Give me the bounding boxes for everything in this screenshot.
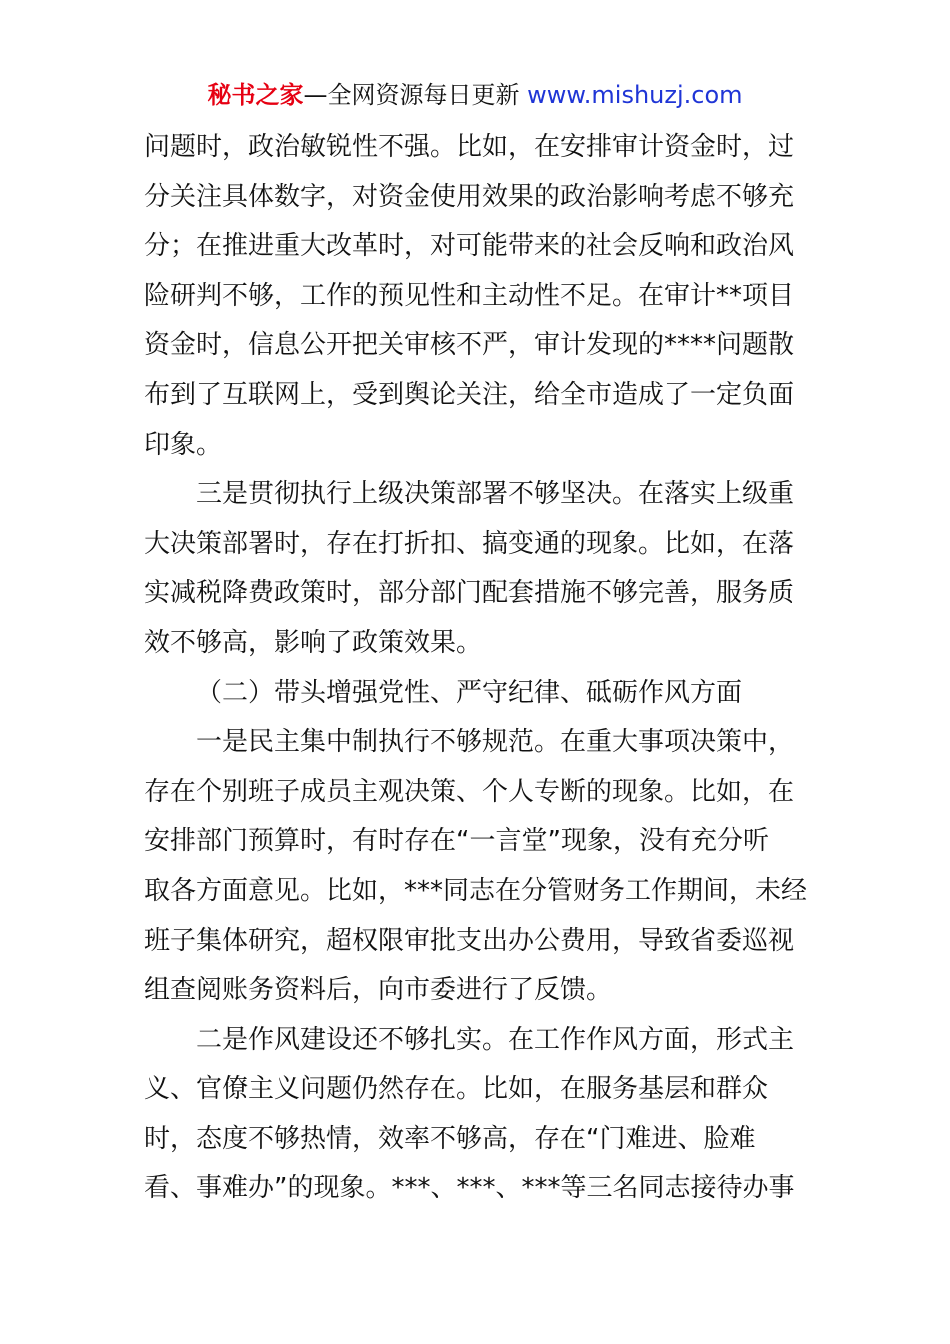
text-line: 分；在推进重大改革时，对可能带来的社会反响和政治风 bbox=[144, 231, 795, 262]
text-line: 大决策部署时，存在打折扣、搞变通的现象。比如，在落 bbox=[144, 528, 795, 559]
text-line: 印象。 bbox=[144, 429, 223, 460]
text-line: 布到了互联网上，受到舆论关注，给全市造成了一定负面 bbox=[144, 379, 795, 410]
text-line: 实减税降费政策时，部分部门配套措施不够完善，服务质 bbox=[144, 578, 795, 609]
text-line: 义、官僚主义问题仍然存在。比如，在服务基层和群众 bbox=[144, 1074, 769, 1105]
text-line: 安排部门预算时，有时存在“一言堂”现象，没有充分听 bbox=[144, 826, 769, 857]
text-line: 班子集体研究，超权限审批支出办公费用，导致省委巡视 bbox=[144, 925, 795, 956]
site-header bbox=[0, 79, 950, 111]
text-line: 资金时，信息公开把关审核不严，审计发现的****问题散 bbox=[144, 330, 795, 361]
site-brand: 秘书之家 bbox=[207, 81, 304, 109]
text-line: 分关注具体数字，对资金使用效果的政治影响考虑不够充 bbox=[144, 181, 795, 212]
text-line: 存在个别班子成员主观决策、个人专断的现象。比如，在 bbox=[144, 776, 795, 807]
site-slogan: —全网资源每日更新 bbox=[303, 81, 520, 109]
text-line: 险研判不够，工作的预见性和主动性不足。在审计**项目 bbox=[144, 280, 795, 311]
text-line: 看、事难办”的现象。***、***、***等三名同志接待办事 bbox=[144, 1173, 795, 1204]
paragraph-start-line: 二是作风建设还不够扎实。在工作作风方面，形式主 bbox=[196, 1024, 795, 1055]
text-line: 效不够高，影响了政策效果。 bbox=[144, 627, 483, 658]
paragraph-start-line: 三是贯彻执行上级决策部署不够坚决。在落实上级重 bbox=[196, 479, 795, 510]
text-line: 时，态度不够热情，效率不够高，存在“门难进、脸难 bbox=[144, 1123, 756, 1154]
section-heading: （二）带头增强党性、严守纪律、砥砺作风方面 bbox=[196, 677, 743, 708]
site-url[interactable]: www.mishuzj.com bbox=[527, 81, 743, 109]
paragraph-start-line: 一是民主集中制执行不够规范。在重大事项决策中， bbox=[196, 727, 795, 758]
text-line: 组查阅账务资料后，向市委进行了反馈。 bbox=[144, 975, 613, 1006]
document-body bbox=[144, 123, 809, 1214]
text-line: 取各方面意见。比如，***同志在分管财务工作期间，未经 bbox=[144, 875, 808, 906]
text-line: 问题时，政治敏锐性不强。比如，在安排审计资金时，过 bbox=[144, 132, 795, 162]
